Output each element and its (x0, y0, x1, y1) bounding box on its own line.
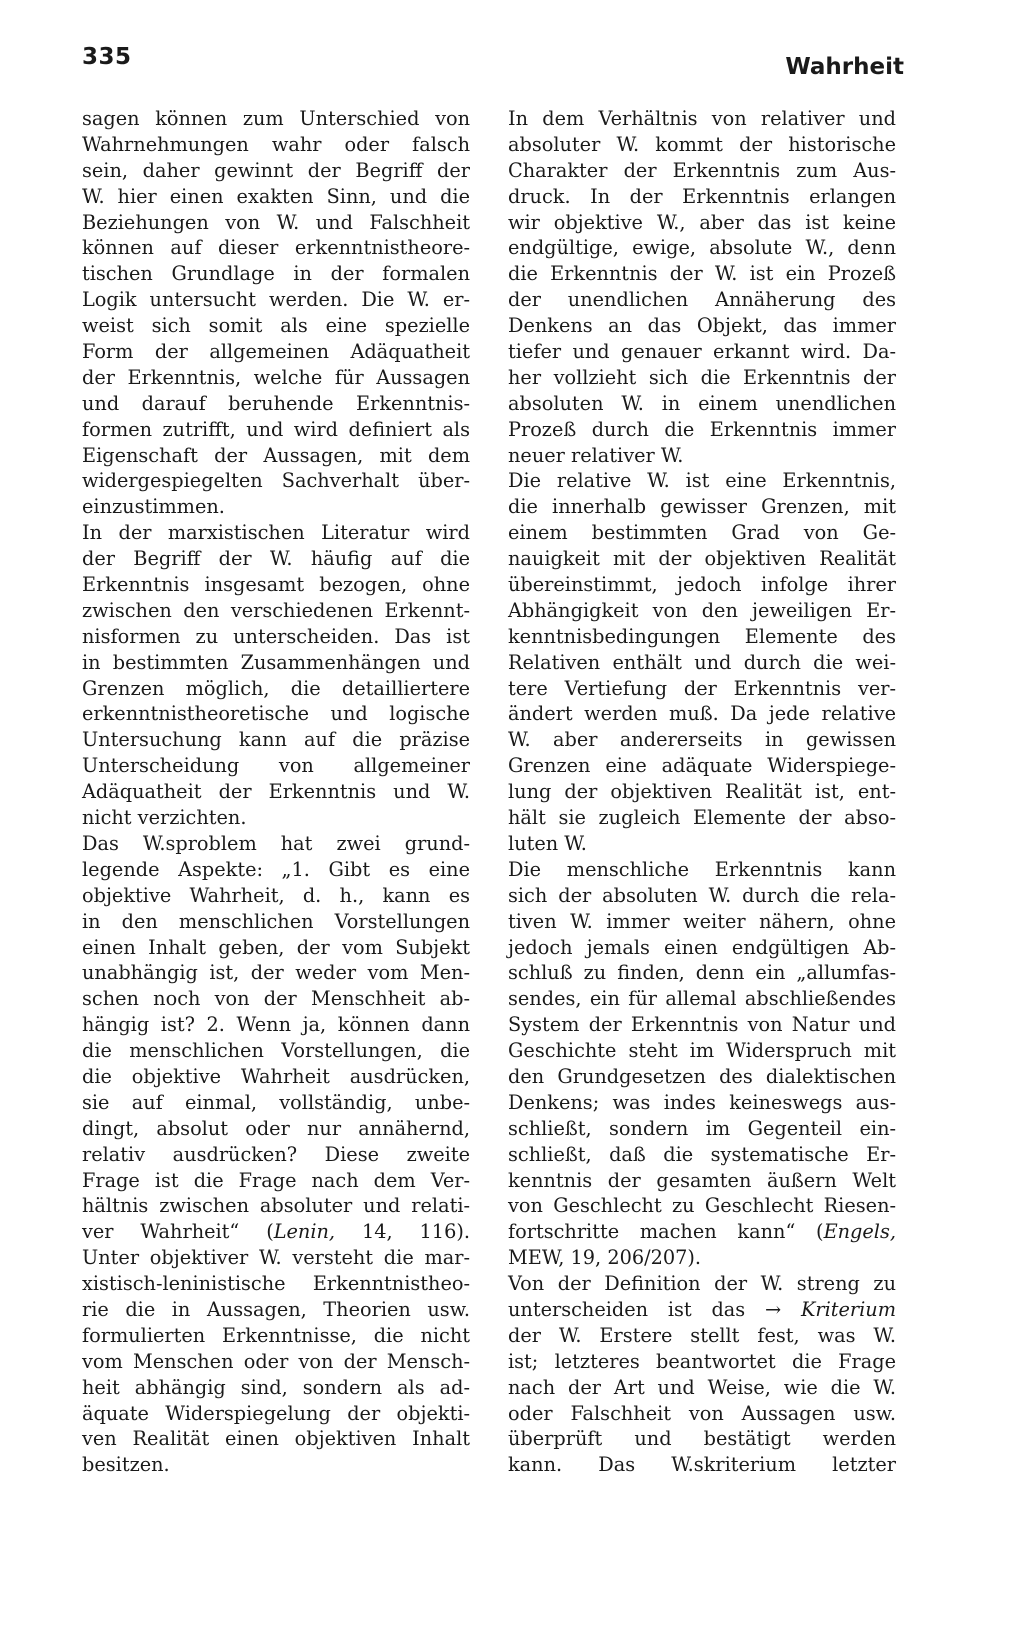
text-line (508, 883, 896, 909)
text-line (82, 1426, 470, 1452)
text-line (508, 313, 896, 339)
text-run: der W. Erstere stellt fest, was W. (508, 1323, 896, 1347)
text-line (82, 1012, 470, 1038)
right-text-column (508, 106, 896, 1478)
text-line (508, 1245, 896, 1271)
text-run: weist sich somit als eine spezielle (82, 314, 470, 338)
text-line (508, 1168, 896, 1194)
text-run: lung der objektiven Realität ist, ent- (508, 780, 896, 804)
text-line (508, 494, 896, 520)
text-run: tiven W. immer weiter nähern, ohne (508, 909, 896, 933)
italic-citation: Engels, (823, 1220, 896, 1244)
text-run: hält sie zugleich Elemente der abso- (508, 806, 896, 830)
text-run: schließt, daß die systematische Er- (508, 1142, 896, 1166)
text-line (508, 909, 896, 935)
text-run: ändert werden muß. Da jede relative (508, 702, 896, 726)
text-line (82, 391, 470, 417)
text-line (508, 676, 896, 702)
text-run: Beziehungen von W. und Falschheit (82, 210, 470, 234)
text-line (508, 1297, 896, 1323)
text-line (508, 132, 896, 158)
text-run: formulierten Erkenntnisse, die nicht (82, 1323, 470, 1347)
text-run: kann. Das W.skriterium letzter (508, 1453, 896, 1477)
text-run: hängig ist? 2. Wenn ja, können dann (82, 1013, 470, 1037)
text-run: neuer relativer W. (508, 443, 684, 467)
text-line (82, 960, 470, 986)
text-run: unterscheiden ist das (508, 1297, 765, 1321)
text-run: den Grundgesetzen des dialektischen (508, 1064, 896, 1088)
text-run: endgültige, ewige, absolute W., denn (508, 236, 896, 260)
text-run: absoluten W. in einem unendlichen (508, 391, 896, 415)
text-run: Unter objektiver W. versteht die mar- (82, 1246, 470, 1270)
text-line (82, 158, 470, 184)
text-run: ven Realität einen objektiven Inhalt (82, 1427, 470, 1451)
text-line (82, 572, 470, 598)
text-line (82, 676, 470, 702)
text-line (508, 986, 896, 1012)
text-line (508, 443, 896, 469)
text-run: schluß zu finden, denn ein „allumfas- (508, 961, 896, 985)
text-run: die innerhalb gewisser Grenzen, mit (508, 495, 896, 519)
text-line (508, 935, 896, 961)
text-run: sein, daher gewinnt der Begriff der (82, 158, 470, 182)
text-run: sich der absoluten W. durch die rela- (508, 883, 896, 907)
text-line (82, 132, 470, 158)
text-run: können auf dieser erkenntnistheore- (82, 236, 470, 260)
text-line (508, 468, 896, 494)
text-run: einzustimmen. (82, 495, 225, 519)
text-line (82, 443, 470, 469)
text-run: Untersuchung kann auf die präzise (82, 728, 470, 752)
text-line (508, 779, 896, 805)
text-line (508, 1219, 896, 1245)
text-line (508, 598, 896, 624)
text-line (82, 313, 470, 339)
text-line (508, 1090, 896, 1116)
text-run: her vollzieht sich die Erkenntnis der (508, 365, 896, 389)
text-line (82, 1219, 470, 1245)
text-run: jedoch jemals einen endgültigen Ab- (508, 935, 896, 959)
text-run: Prozeß durch die Erkenntnis immer (508, 417, 896, 441)
text-line (508, 831, 896, 857)
text-line (82, 468, 470, 494)
text-run: in bestimmten Zusammenhängen und (82, 650, 470, 674)
text-run: widergespiegelten Sachverhalt über- (82, 469, 470, 493)
text-run: Denkens; was indes keineswegs aus- (508, 1090, 896, 1114)
text-run: rie die in Aussagen, Theorien usw. (82, 1297, 470, 1321)
italic-citation: Lenin, (273, 1220, 336, 1244)
text-run: Von der Definition der W. streng zu (508, 1272, 896, 1296)
text-run: überprüft und bestätigt werden (508, 1427, 896, 1451)
text-line (82, 1038, 470, 1064)
text-run: Logik untersucht werden. Die W. er- (82, 288, 470, 312)
text-line (508, 287, 896, 313)
text-run: absoluter W. kommt der historische (508, 132, 896, 156)
text-line (508, 184, 896, 210)
text-line (508, 1142, 896, 1168)
text-line (82, 1168, 470, 1194)
text-run: heit abhängig sind, sondern als ad- (82, 1375, 470, 1399)
text-line (82, 779, 470, 805)
text-line (508, 520, 896, 546)
text-line (508, 1452, 896, 1478)
text-run: formen zutrifft, und wird definiert als (82, 417, 470, 441)
text-run: Geschichte steht im Widerspruch mit (508, 1039, 896, 1063)
text-run: Denkens an das Objekt, das immer (508, 314, 896, 338)
text-run: System der Erkenntnis von Natur und (508, 1013, 896, 1037)
text-run: dingt, absolut oder nur annähernd, (82, 1116, 470, 1140)
text-run: tere Vertiefung der Erkenntnis ver- (508, 676, 896, 700)
text-line (82, 1375, 470, 1401)
text-run: Adäquatheit der Erkenntnis und W. (82, 780, 470, 804)
text-run: ist; letzteres beantwortet die Frage (508, 1349, 896, 1373)
text-run: tiefer und genauer erkannt wird. Da- (508, 340, 896, 364)
text-line (82, 1116, 470, 1142)
text-run: wir objektive W., aber das ist keine (508, 210, 896, 234)
text-line (82, 1064, 470, 1090)
text-run: W. hier einen exakten Sinn, und die (82, 184, 470, 208)
text-run: einem bestimmten Grad von Ge- (508, 521, 896, 545)
text-run: W. aber andererseits in gewissen (508, 728, 896, 752)
text-line (508, 960, 896, 986)
text-line (508, 753, 896, 779)
text-run: äquate Widerspiegelung der objekti- (82, 1401, 470, 1425)
text-run: tischen Grundlage in der formalen (82, 262, 470, 286)
text-run: legende Aspekte: „1. Gibt es eine (82, 857, 470, 881)
text-run: Eigenschaft der Aussagen, mit dem (82, 443, 470, 467)
text-line (82, 210, 470, 236)
text-run: unabhängig ist, der weder vom Men- (82, 961, 470, 985)
text-line (508, 106, 896, 132)
text-run: die Erkenntnis der W. ist ein Prozeß (508, 262, 896, 286)
text-line (508, 1012, 896, 1038)
text-line (82, 1142, 470, 1168)
text-run: von Geschlecht zu Geschlecht Riesen- (508, 1194, 896, 1218)
italic-citation: → Kriterium (765, 1297, 896, 1321)
text-line (82, 753, 470, 779)
text-line (508, 546, 896, 572)
text-line (82, 1452, 470, 1478)
text-run: Das W.sproblem hat zwei grund- (82, 831, 470, 855)
text-run: nach der Art und Weise, wie die W. (508, 1375, 896, 1399)
text-run: relativ ausdrücken? Diese zweite (82, 1142, 470, 1166)
text-run: der Erkenntnis, welche für Aussagen (82, 365, 470, 389)
text-line (82, 1271, 470, 1297)
text-line (82, 805, 470, 831)
text-run: schen noch von der Menschheit ab- (82, 987, 470, 1011)
text-run: die menschlichen Vorstellungen, die (82, 1039, 470, 1063)
text-run: kenntnisbedingungen Elemente des (508, 624, 896, 648)
text-line (82, 650, 470, 676)
text-line (508, 1426, 896, 1452)
text-line (508, 1116, 896, 1142)
text-line (82, 494, 470, 520)
text-run: der unendlichen Annäherung des (508, 288, 896, 312)
text-run: objektive Wahrheit, d. h., kann es (82, 883, 470, 907)
text-run: Grenzen möglich, die detailliertere (82, 676, 470, 700)
text-line (82, 1323, 470, 1349)
text-run: zwischen den verschiedenen Erkennt- (82, 598, 470, 622)
text-line (82, 598, 470, 624)
text-line (82, 883, 470, 909)
text-line (508, 572, 896, 598)
text-line (508, 857, 896, 883)
text-line (82, 417, 470, 443)
text-run: nicht verzichten. (82, 806, 247, 830)
text-line (508, 1271, 896, 1297)
text-run: druck. In der Erkenntnis erlangen (508, 184, 896, 208)
text-run: schließt, sondern im Gegenteil ein- (508, 1116, 896, 1140)
text-line (508, 261, 896, 287)
text-run: luten W. (508, 831, 587, 855)
text-run: Wahrnehmungen wahr oder falsch (82, 132, 470, 156)
text-line (508, 727, 896, 753)
text-line (508, 365, 896, 391)
text-line (82, 287, 470, 313)
text-line (508, 339, 896, 365)
text-run: und darauf beruhende Erkenntnis- (82, 391, 470, 415)
text-line (82, 261, 470, 287)
page-number: 335 (82, 44, 132, 70)
text-run: vom Menschen oder von der Mensch- (82, 1349, 470, 1373)
text-run: nauigkeit mit der objektiven Realität (508, 547, 896, 571)
text-run: Charakter der Erkenntnis zum Aus- (508, 158, 896, 182)
text-run: xistisch-leninistische Erkenntnistheo- (82, 1272, 470, 1296)
text-line (82, 986, 470, 1012)
text-line (508, 701, 896, 727)
text-run: hältnis zwischen absoluter und relati- (82, 1194, 470, 1218)
text-line (508, 235, 896, 261)
text-run: Relativen enthält und durch die wei- (508, 650, 896, 674)
text-line (82, 106, 470, 132)
text-line (508, 624, 896, 650)
text-line (508, 1038, 896, 1064)
text-run: sie auf einmal, vollständig, unbe- (82, 1090, 470, 1114)
text-line (508, 1323, 896, 1349)
text-line (82, 701, 470, 727)
text-line (508, 650, 896, 676)
text-run: einen Inhalt geben, der vom Subjekt (82, 935, 470, 959)
text-line (508, 1193, 896, 1219)
text-line (82, 1193, 470, 1219)
text-line (508, 1064, 896, 1090)
text-run: besitzen. (82, 1453, 170, 1477)
left-text-column (82, 106, 470, 1478)
text-run: In dem Verhältnis von relativer und (508, 107, 896, 130)
text-line (82, 184, 470, 210)
text-run: Erkenntnis insgesamt bezogen, ohne (82, 573, 470, 597)
text-line (82, 546, 470, 572)
text-run: Frage ist die Frage nach dem Ver- (82, 1168, 470, 1192)
text-line (82, 365, 470, 391)
text-line (82, 1401, 470, 1427)
text-line (82, 624, 470, 650)
text-run: Die relative W. ist eine Erkenntnis, (508, 469, 896, 493)
running-head: Wahrheit (785, 54, 904, 80)
text-run: ver Wahrheit“ ( (82, 1220, 274, 1244)
text-run: Abhängigkeit von den jeweiligen Er- (508, 598, 896, 622)
text-line (508, 1375, 896, 1401)
text-line (82, 909, 470, 935)
text-run: fortschritte machen kann“ ( (508, 1220, 824, 1244)
text-line (508, 1401, 896, 1427)
text-run: MEW, 19, 206/207). (508, 1246, 702, 1270)
text-line (82, 1297, 470, 1323)
text-run: Form der allgemeinen Adäquatheit (82, 340, 470, 364)
text-run: übereinstimmt, jedoch infolge ihrer (508, 573, 896, 597)
text-run: sagen können zum Unterschied von (82, 107, 470, 130)
text-line (82, 935, 470, 961)
text-run: 14, 116). (335, 1220, 470, 1244)
text-run: In der marxistischen Literatur wird (82, 521, 470, 545)
text-line (82, 831, 470, 857)
text-line (82, 235, 470, 261)
text-run: Die menschliche Erkenntnis kann (508, 857, 896, 881)
text-line (82, 1349, 470, 1375)
text-line (508, 805, 896, 831)
text-run: Unterscheidung von allgemeiner (82, 754, 470, 778)
text-line (82, 520, 470, 546)
text-line (82, 857, 470, 883)
text-run: Grenzen eine adäquate Widerspiege- (508, 754, 896, 778)
text-line (508, 1349, 896, 1375)
text-line (508, 158, 896, 184)
text-line (82, 1090, 470, 1116)
text-run: oder Falschheit von Aussagen usw. (508, 1401, 896, 1425)
text-run: die objektive Wahrheit ausdrücken, (82, 1064, 470, 1088)
text-line (508, 391, 896, 417)
text-line (82, 339, 470, 365)
text-run: der Begriff der W. häufig auf die (82, 547, 470, 571)
text-line (82, 727, 470, 753)
text-run: in den menschlichen Vorstellungen (82, 909, 470, 933)
text-run: nisformen zu unterscheiden. Das ist (82, 624, 470, 648)
text-line (508, 210, 896, 236)
text-line (508, 417, 896, 443)
text-line (82, 1245, 470, 1271)
text-run: erkenntnistheoretische und logische (82, 702, 470, 726)
text-run: sendes, ein für allemal abschließendes (508, 987, 896, 1011)
text-run: kenntnis der gesamten äußern Welt (508, 1168, 896, 1192)
